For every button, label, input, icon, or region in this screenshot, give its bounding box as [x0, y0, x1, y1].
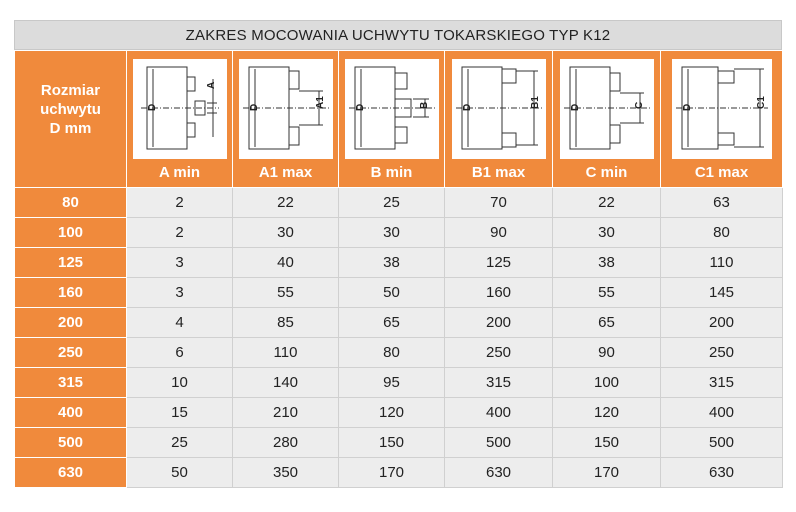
chuck-diagram-c: [560, 59, 654, 159]
table-row: [15, 428, 783, 458]
value-cell: 50: [339, 278, 445, 308]
chuck-c1-icon: [672, 59, 772, 159]
value-cell: 500: [445, 428, 553, 458]
size-cell: 630: [15, 458, 127, 488]
chuck-range-table: [14, 20, 782, 484]
table-row: [15, 278, 783, 308]
column-label: A1 max: [258, 164, 313, 181]
chuck-b1-icon: [452, 59, 546, 159]
value-cell: 80: [339, 338, 445, 368]
value-cell: 38: [339, 248, 445, 278]
value-cell: 315: [445, 368, 553, 398]
size-column-header: [15, 51, 127, 188]
column-label: B1 max: [471, 164, 526, 181]
column-label: B min: [370, 164, 413, 181]
diagram-dim: C: [633, 101, 645, 109]
value-cell: 55: [233, 278, 339, 308]
size-cell: 400: [15, 398, 127, 428]
value-cell: 120: [553, 398, 661, 428]
value-cell: 3: [127, 278, 233, 308]
value-cell: 200: [661, 308, 783, 338]
value-cell: 145: [661, 278, 783, 308]
value-cell: 10: [127, 368, 233, 398]
column-label: A min: [158, 164, 201, 181]
column-label: C1 max: [694, 164, 749, 181]
size-cell: 250: [15, 338, 127, 368]
value-cell: 63: [661, 188, 783, 218]
table-row: [15, 368, 783, 398]
value-cell: 85: [233, 308, 339, 338]
value-cell: 150: [339, 428, 445, 458]
chuck-a-icon: [133, 59, 227, 159]
value-cell: 55: [553, 278, 661, 308]
value-cell: 250: [445, 338, 553, 368]
value-cell: 90: [445, 218, 553, 248]
column-label: C min: [585, 164, 628, 181]
value-cell: 30: [339, 218, 445, 248]
size-cell: 100: [15, 218, 127, 248]
chuck-b-icon: [345, 59, 439, 159]
value-cell: 400: [661, 398, 783, 428]
size-cell: 315: [15, 368, 127, 398]
column-header-c1-max: [661, 51, 783, 188]
diagram-label: D: [248, 103, 260, 111]
column-header-b1-max: [445, 51, 553, 188]
value-cell: 95: [339, 368, 445, 398]
value-cell: 160: [445, 278, 553, 308]
chuck-diagram-a: [133, 59, 227, 159]
value-cell: 110: [661, 248, 783, 278]
diagram-label: D: [681, 103, 693, 111]
value-cell: 50: [127, 458, 233, 488]
value-cell: 2: [127, 218, 233, 248]
value-cell: 630: [445, 458, 553, 488]
table-title: ZAKRES MOCOWANIA UCHWYTU TOKARSKIEGO TYP K12: [14, 20, 782, 50]
table-row: [15, 218, 783, 248]
size-cell: 500: [15, 428, 127, 458]
corner-line: uchwytu: [40, 101, 101, 118]
diagram-dim: A1: [314, 96, 326, 109]
value-cell: 210: [233, 398, 339, 428]
value-cell: 6: [127, 338, 233, 368]
diagram-dim: B1: [529, 96, 541, 109]
value-cell: 110: [233, 338, 339, 368]
diagram-label: D: [354, 103, 366, 111]
value-cell: 90: [553, 338, 661, 368]
value-cell: 140: [233, 368, 339, 398]
table-row: [15, 338, 783, 368]
table-row: [15, 398, 783, 428]
table-row: [15, 248, 783, 278]
chuck-a1-icon: [239, 59, 333, 159]
corner-line: D mm: [49, 120, 92, 137]
table-body: [15, 188, 783, 488]
value-cell: 150: [553, 428, 661, 458]
value-cell: 170: [553, 458, 661, 488]
value-cell: 170: [339, 458, 445, 488]
value-cell: 3: [127, 248, 233, 278]
value-cell: 280: [233, 428, 339, 458]
table-row: [15, 458, 783, 488]
value-cell: 630: [661, 458, 783, 488]
column-header-b-min: [339, 51, 445, 188]
chuck-diagram-b: [345, 59, 439, 159]
value-cell: 400: [445, 398, 553, 428]
value-cell: 40: [233, 248, 339, 278]
chuck-c-icon: [560, 59, 654, 159]
data-table: [14, 50, 783, 488]
value-cell: 30: [553, 218, 661, 248]
value-cell: 65: [553, 308, 661, 338]
value-cell: 25: [127, 428, 233, 458]
value-cell: 70: [445, 188, 553, 218]
value-cell: 250: [661, 338, 783, 368]
diagram-label: D: [461, 103, 473, 111]
value-cell: 500: [661, 428, 783, 458]
value-cell: 2: [127, 188, 233, 218]
value-cell: 100: [553, 368, 661, 398]
value-cell: 22: [553, 188, 661, 218]
chuck-diagram-b1: [452, 59, 546, 159]
table-row: [15, 188, 783, 218]
value-cell: 125: [445, 248, 553, 278]
column-header-c-min: [553, 51, 661, 188]
value-cell: 22: [233, 188, 339, 218]
chuck-diagram-c1: [672, 59, 772, 159]
diagram-dim: A: [205, 81, 217, 89]
value-cell: 80: [661, 218, 783, 248]
value-cell: 200: [445, 308, 553, 338]
value-cell: 25: [339, 188, 445, 218]
diagram-dim: B: [418, 101, 430, 109]
value-cell: 30: [233, 218, 339, 248]
diagram-label: D: [146, 103, 158, 111]
value-cell: 65: [339, 308, 445, 338]
table-row: [15, 308, 783, 338]
size-cell: 80: [15, 188, 127, 218]
value-cell: 315: [661, 368, 783, 398]
corner-line: Rozmiar: [40, 82, 101, 99]
value-cell: 350: [233, 458, 339, 488]
column-header-a-min: [127, 51, 233, 188]
value-cell: 120: [339, 398, 445, 428]
size-cell: 125: [15, 248, 127, 278]
value-cell: 15: [127, 398, 233, 428]
size-cell: 160: [15, 278, 127, 308]
chuck-diagram-a1: [239, 59, 333, 159]
value-cell: 38: [553, 248, 661, 278]
size-cell: 200: [15, 308, 127, 338]
diagram-dim: C1: [755, 96, 767, 109]
value-cell: 4: [127, 308, 233, 338]
column-header-a1-max: [233, 51, 339, 188]
diagram-label: D: [569, 103, 581, 111]
